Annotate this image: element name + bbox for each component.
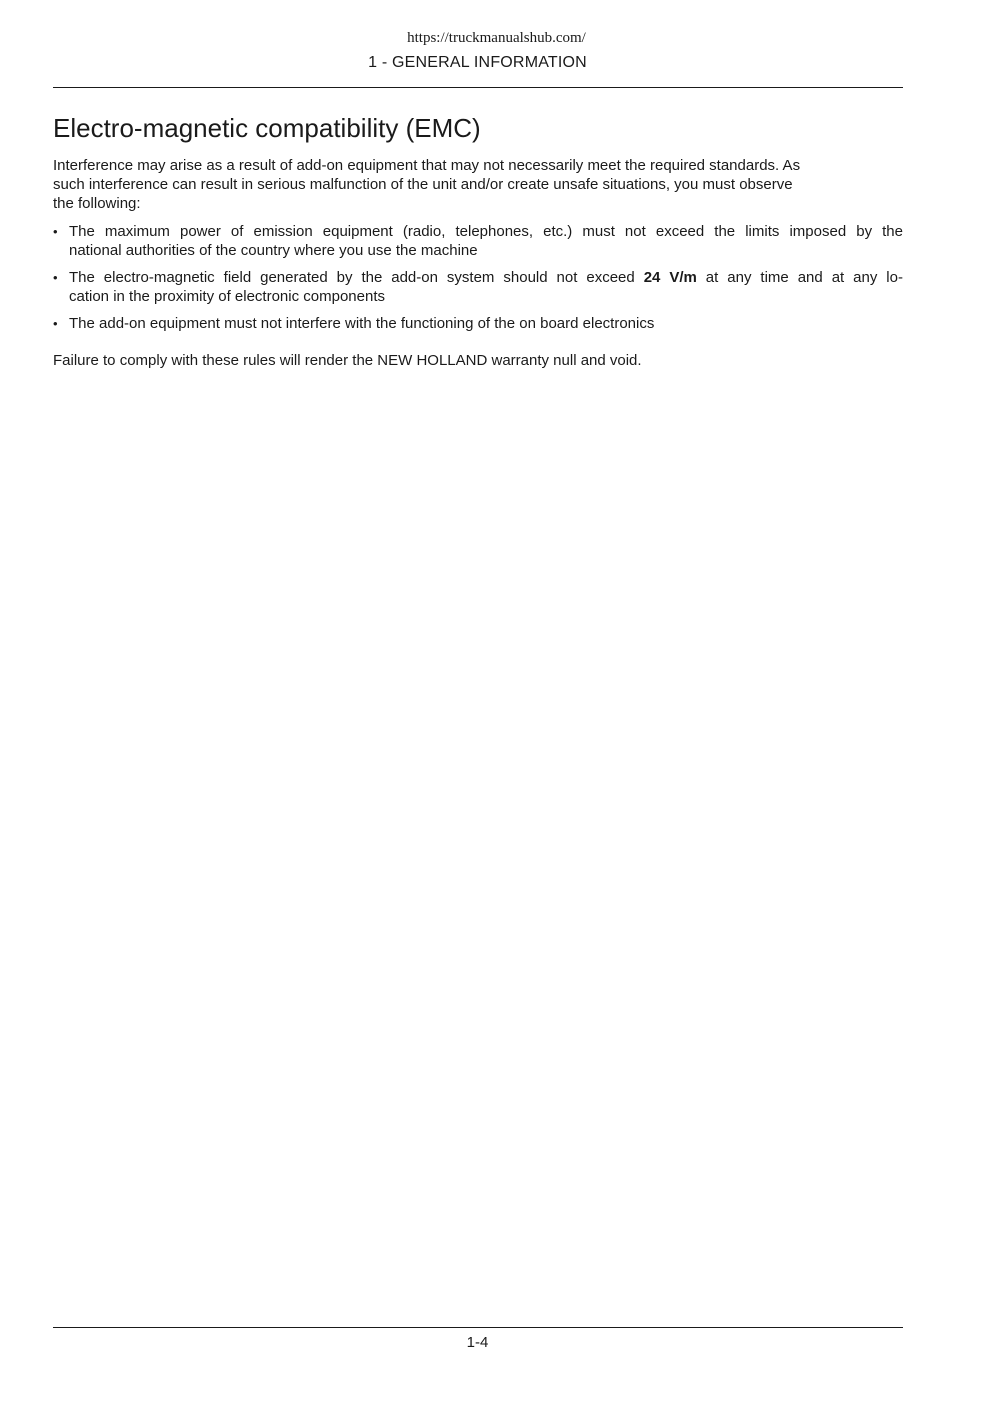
- page-number: 1-4: [466, 1334, 489, 1351]
- bullet-icon: •: [53, 270, 58, 285]
- intro-line: Interference may arise as a result of add-on equipment that may not necessarily meet the required standards. As: [53, 157, 801, 174]
- requirements-list: [53, 222, 903, 341]
- bullet-icon: •: [53, 224, 58, 239]
- source-url: https://truckmanualshub.com/: [407, 30, 586, 46]
- bullet-icon: •: [53, 316, 58, 331]
- list-item-text: cation in the proximity of electronic components: [69, 288, 385, 305]
- header-divider: [53, 87, 903, 88]
- list-item: [53, 314, 903, 333]
- list-item-text-part: at any time and at any lo-: [696, 269, 903, 286]
- list-item-text-part: The electro-magnetic field generated by the add-on system should not exceed: [69, 269, 644, 286]
- list-item-text: [69, 268, 903, 287]
- list-item: [53, 268, 903, 306]
- list-item: [53, 222, 903, 260]
- page-title: Electro-magnetic compatibility (EMC): [53, 113, 481, 143]
- intro-paragraph: [53, 156, 903, 213]
- section-heading: 1 - GENERAL INFORMATION: [368, 54, 587, 71]
- list-item-text: national authorities of the country where you use the machine: [69, 242, 478, 259]
- closing-paragraph: Failure to comply with these rules will render the NEW HOLLAND warranty null and void.: [53, 352, 642, 369]
- list-item-text: The maximum power of emission equipment (radio, telephones, etc.) must not exceed the limits imposed by the: [69, 223, 903, 240]
- list-item-text: The add-on equipment must not interfere with the functioning of the on board electronics: [69, 315, 655, 332]
- field-limit-value: 24 V/m: [643, 269, 697, 286]
- intro-line: such interference can result in serious malfunction of the unit and/or create unsafe situations, you must observe: [53, 176, 793, 193]
- intro-line: the following:: [53, 195, 141, 212]
- footer-divider: [53, 1327, 903, 1328]
